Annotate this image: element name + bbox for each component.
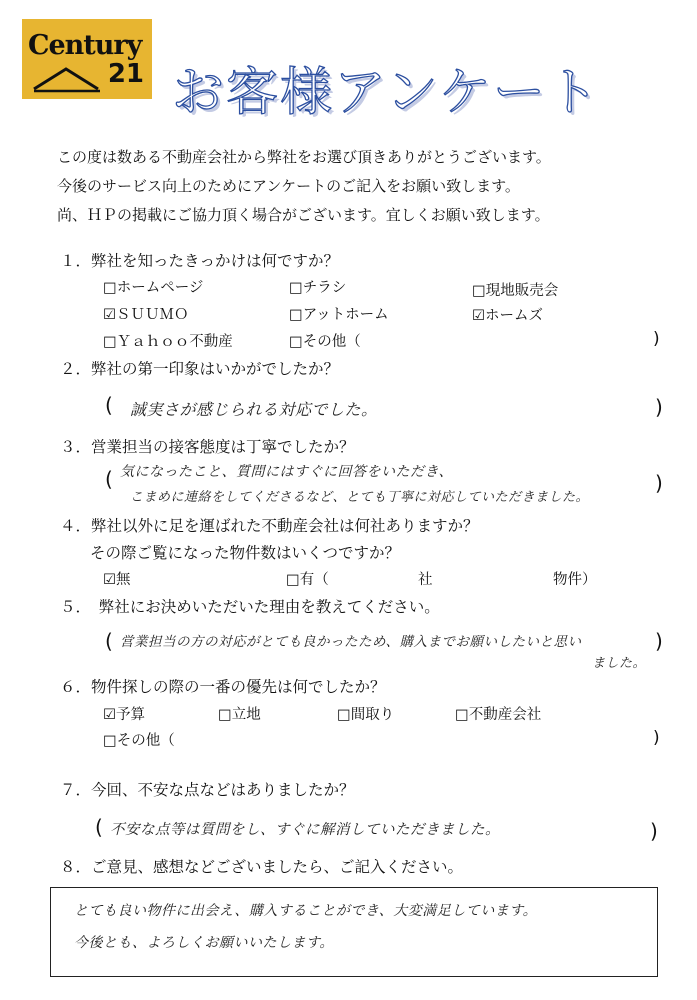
q1-option-suumo[interactable]: ☑ＳＵＵＭＯ — [103, 307, 189, 323]
q7-label: ７．今回、不安な点などはありましたか？ — [60, 781, 355, 799]
q7-answer: 不安な点等は質問をし、すぐに解消していただきました。 — [110, 822, 500, 838]
q4-label-2: その際ご覧になった物件数はいくつですか？ — [90, 544, 401, 562]
house-roof-icon — [32, 63, 102, 93]
century21-logo — [22, 19, 152, 99]
q2-close-paren: ) — [655, 395, 663, 419]
q3-answer-line-2: こまめに連絡をしてくださるなど、とても丁寧に対応していただきました。 — [130, 490, 590, 505]
q5-open-paren: ( — [105, 629, 113, 653]
q4-option-yes[interactable]: □有（ — [286, 572, 329, 588]
q6-option-location[interactable]: □立地 — [218, 707, 261, 723]
intro-line-3: 尚、ＨＰの掲載にご協力頂く場合がございます。宜しくお願い致します。 — [57, 206, 550, 224]
q1-close-paren: ) — [653, 329, 660, 349]
q4-option-none[interactable]: ☑無 — [103, 572, 131, 588]
q7-close-paren: ) — [650, 819, 658, 843]
page-title: お客様アンケート — [172, 63, 601, 123]
q1-option-yahoo[interactable]: □Ｙａｈｏｏ不動産 — [103, 334, 233, 350]
logo-word: Century — [28, 30, 142, 61]
q8-answer-line-1: とても良い物件に出会え、購入することができ、大変満足しています。 — [74, 903, 538, 919]
q4-properties-unit: 物件） — [553, 572, 597, 588]
q5-answer-line-2: ました。 — [592, 656, 647, 671]
q1-option-other[interactable]: □その他（ — [289, 334, 361, 350]
q8-answer-line-2: 今後とも、よろしくお願いいたします。 — [74, 935, 334, 951]
q6-option-other[interactable]: □その他（ — [103, 733, 175, 749]
q1-label: １．弊社を知ったきっかけは何ですか？ — [60, 252, 340, 270]
q2-open-paren: ( — [105, 393, 113, 417]
q4-label-1: ４．弊社以外に足を運ばれた不動産会社は何社ありますか？ — [60, 517, 479, 535]
q6-option-floorplan[interactable]: □間取り — [337, 707, 395, 723]
q6-label: ６．物件探しの際の一番の優先は何でしたか？ — [60, 678, 386, 696]
q3-open-paren: ( — [105, 467, 113, 491]
q7-open-paren: ( — [95, 815, 103, 839]
q5-close-paren: ) — [655, 629, 663, 653]
q6-option-realestate-company[interactable]: □不動産会社 — [455, 707, 542, 723]
q5-label: ５． 弊社にお決めいただいた理由を教えてください。 — [60, 598, 440, 616]
intro-line-2: 今後のサービス向上のためにアンケートのご記入をお願い致します。 — [57, 177, 520, 195]
q4-companies-unit: 社 — [418, 572, 433, 588]
q2-label: ２．弊社の第一印象はいかがでしたか？ — [60, 360, 340, 378]
q8-label: ８．ご意見、感想などございましたら、ご記入ください。 — [60, 858, 464, 876]
q1-option-flyer[interactable]: □チラシ — [289, 280, 347, 296]
q1-option-homes[interactable]: ☑ホームズ — [472, 308, 543, 324]
q1-option-athome[interactable]: □アットホーム — [289, 307, 389, 323]
q6-close-paren: ) — [653, 728, 660, 748]
q3-answer-line-1: 気になったこと、質問にはすぐに回答をいただき、 — [120, 464, 453, 480]
intro-line-1: この度は数ある不動産会社から弊社をお選び頂きありがとうございます。 — [57, 148, 551, 166]
q6-option-budget[interactable]: ☑予算 — [103, 707, 145, 723]
logo-number: 21 — [107, 59, 144, 89]
q2-answer: 誠実さが感じられる対応でした。 — [130, 400, 378, 419]
q3-close-paren: ) — [655, 471, 663, 495]
q1-option-homepage[interactable]: □ホームページ — [103, 280, 204, 296]
q1-option-open-house[interactable]: □現地販売会 — [472, 283, 559, 299]
q5-answer-line-1: 営業担当の方の対応がとても良かったため、購入までお願いしたいと思い — [120, 634, 582, 650]
q3-label: ３．営業担当の接客態度は丁寧でしたか？ — [60, 438, 355, 456]
